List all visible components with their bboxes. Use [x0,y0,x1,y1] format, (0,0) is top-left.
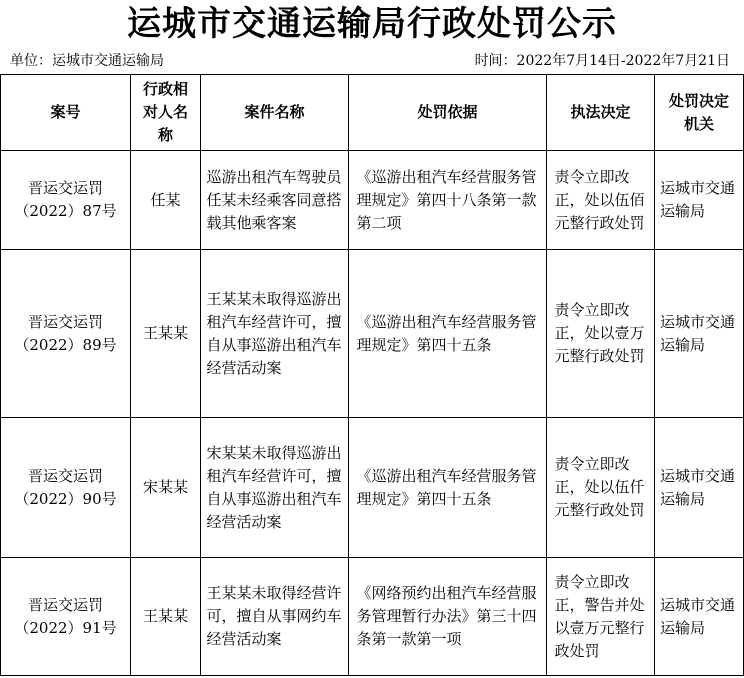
case-name-cell: 王某某未取得经营许可，擅自从事网约车经营活动案 [201,558,349,676]
decision-cell: 责令立即改正，警告并处以壹万元整行政处罚 [547,558,655,676]
authority-cell: 运城市交通运输局 [655,418,744,558]
page-title: 运城市交通运输局行政处罚公示 [127,4,617,44]
unit-label: 单位：运城市交通运输局 [10,53,164,69]
case-name-cell: 巡游出租汽车驾驶员任某未经乘客同意搭载其他乘客案 [201,151,349,250]
table-row [1,151,744,250]
header-party: 行政相对人名称 [131,75,201,151]
party-cell: 任某 [131,151,201,250]
decision-cell: 责令立即改正，处以壹万元整行政处罚 [547,250,655,418]
header-case-name: 案件名称 [201,75,349,151]
table-row [1,558,744,676]
header-authority: 处罚决定机关 [655,75,744,151]
basis-cell: 《巡游出租汽车经营服务管理规定》第四十五条 [349,418,547,558]
party-cell: 宋某某 [131,418,201,558]
case-no-cell: 晋运交运罚（2022）87号 [1,151,131,250]
table-row [1,250,744,418]
period-label: 时间：2022年7月14日-2022年7月21日 [474,53,730,69]
basis-cell: 《网络预约出租汽车经营服务管理暂行办法》第三十四条第一款第一项 [349,558,547,676]
case-no-cell: 晋运交运罚（2022）90号 [1,418,131,558]
header-case-no: 案号 [1,75,131,151]
table-row [1,418,744,558]
table-header-row [1,75,744,151]
basis-cell: 《巡游出租汽车经营服务管理规定》第四十八条第一款第二项 [349,151,547,250]
case-name-cell: 王某某未取得巡游出租汽车经营许可，擅自从事巡游出租汽车经营活动案 [201,250,349,418]
penalty-table [0,74,744,676]
header-decision: 执法决定 [547,75,655,151]
case-no-cell: 晋运交运罚（2022）89号 [1,250,131,418]
decision-cell: 责令立即改正，处以伍仟元整行政处罚 [547,418,655,558]
party-cell: 王某某 [131,558,201,676]
decision-cell: 责令立即改正，处以伍佰元整行政处罚 [547,151,655,250]
header-basis: 处罚依据 [349,75,547,151]
basis-cell: 《巡游出租汽车经营服务管理规定》第四十五条 [349,250,547,418]
authority-cell: 运城市交通运输局 [655,250,744,418]
case-name-cell: 宋某某未取得巡游出租汽车经营许可，擅自从事巡游出租汽车经营活动案 [201,418,349,558]
authority-cell: 运城市交通运输局 [655,558,744,676]
case-no-cell: 晋运交运罚（2022）91号 [1,558,131,676]
party-cell: 王某某 [131,250,201,418]
authority-cell: 运城市交通运输局 [655,151,744,250]
